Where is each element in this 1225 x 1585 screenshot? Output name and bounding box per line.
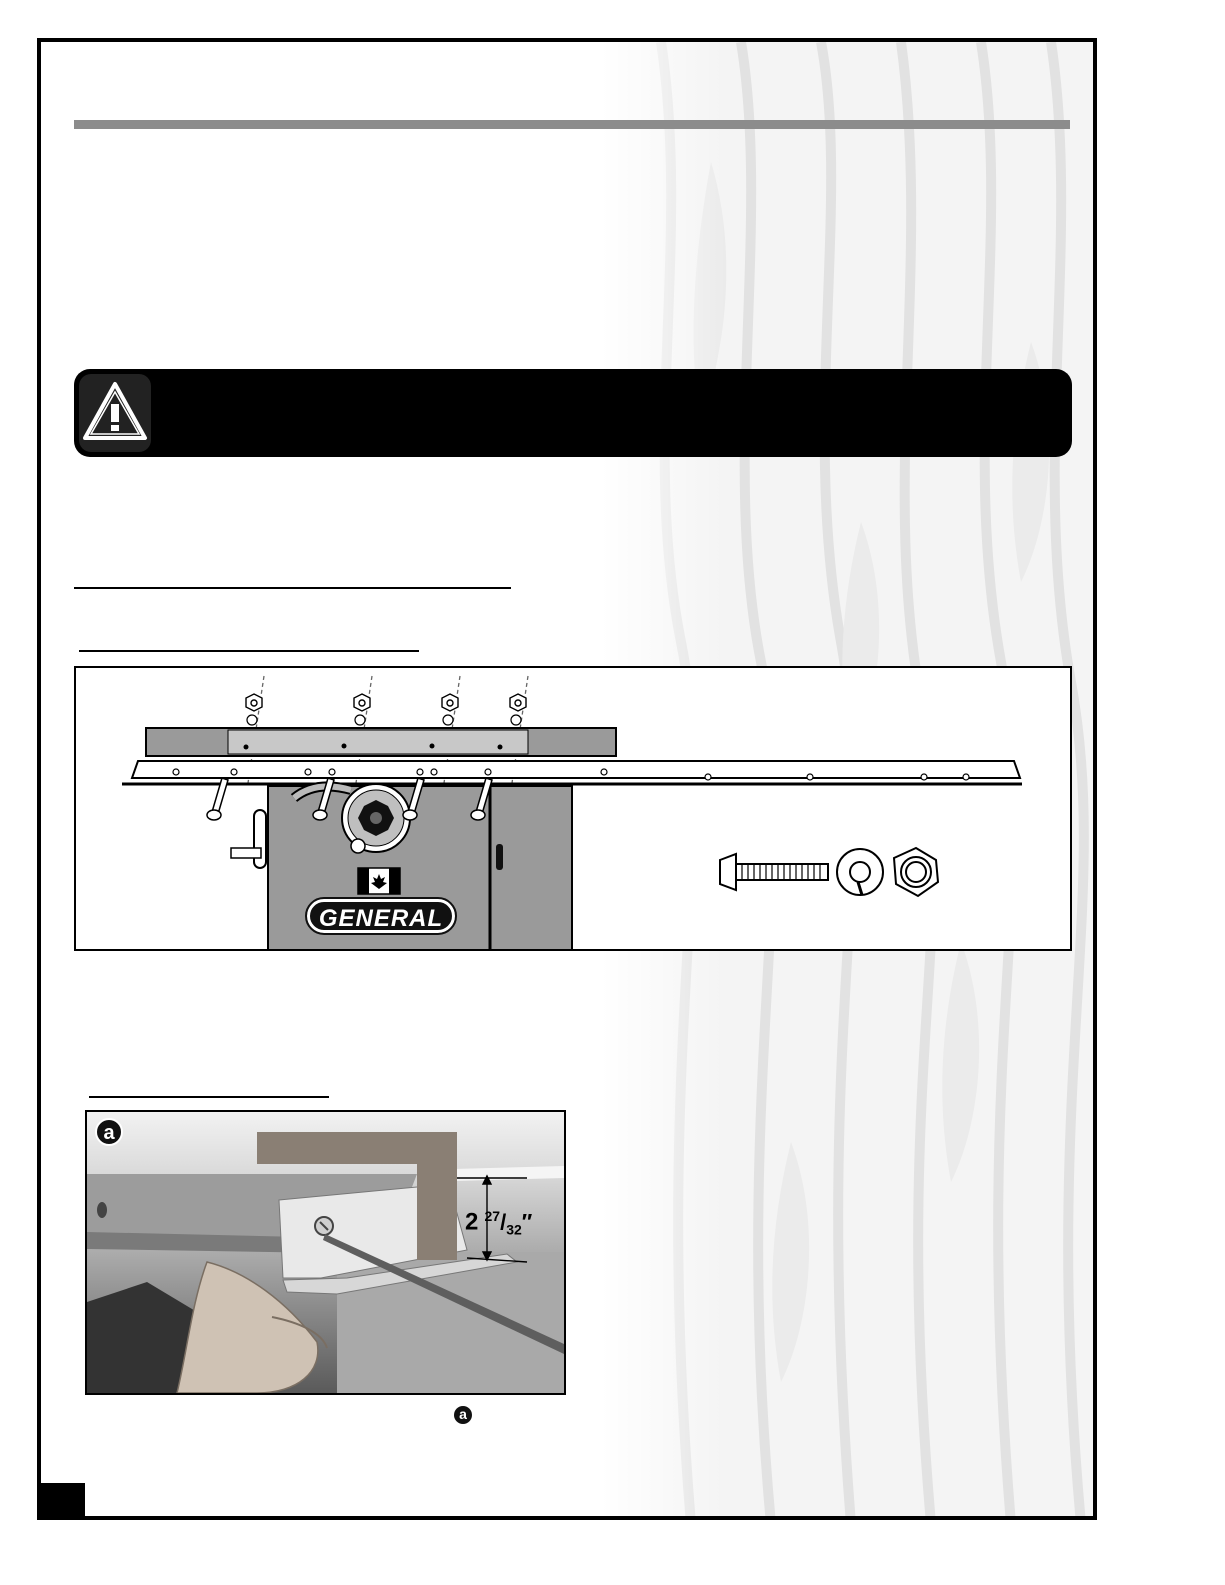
side-handle-icon bbox=[254, 810, 266, 868]
measurement-photo-drawing bbox=[87, 1112, 564, 1393]
wing-mounting-rail bbox=[228, 730, 528, 754]
figure-extension-wing bbox=[74, 666, 1072, 951]
measurement-denominator: 32 bbox=[506, 1221, 522, 1238]
general-logo: GENERAL bbox=[307, 899, 455, 933]
caption-badge: a bbox=[454, 1406, 472, 1424]
measurement-whole: 2 bbox=[465, 1208, 479, 1236]
page-number-tab bbox=[41, 1483, 85, 1520]
flat-head-bolt-icon bbox=[720, 854, 736, 890]
extension-wing-drawing bbox=[76, 668, 1070, 949]
measurement-unit: ″ bbox=[521, 1209, 533, 1235]
measurement-label bbox=[465, 1208, 566, 1238]
cabinet-door-handle bbox=[496, 844, 503, 870]
warning-triangle-icon bbox=[79, 374, 151, 452]
photo-badge: a bbox=[95, 1118, 123, 1146]
flag-icon bbox=[358, 868, 400, 894]
section-rule-2 bbox=[79, 650, 419, 652]
lock-washer-icons bbox=[247, 715, 521, 725]
page-frame bbox=[37, 38, 1097, 1520]
header-rule bbox=[74, 120, 1070, 129]
lock-washer-detail-icon bbox=[837, 849, 883, 895]
saw-table-top bbox=[132, 761, 1020, 778]
section-rule-1 bbox=[74, 587, 511, 589]
measurement-numerator: 27 bbox=[484, 1208, 501, 1224]
photo-measurement bbox=[85, 1110, 566, 1395]
measurement-separator: / bbox=[500, 1209, 507, 1235]
hardware-detail bbox=[720, 848, 938, 896]
hex-nut-icons bbox=[246, 694, 526, 711]
section-rule-3 bbox=[89, 1096, 329, 1098]
warning-tile bbox=[79, 374, 151, 452]
hex-nut-detail-icon bbox=[894, 848, 938, 896]
warning-banner bbox=[74, 369, 1072, 457]
